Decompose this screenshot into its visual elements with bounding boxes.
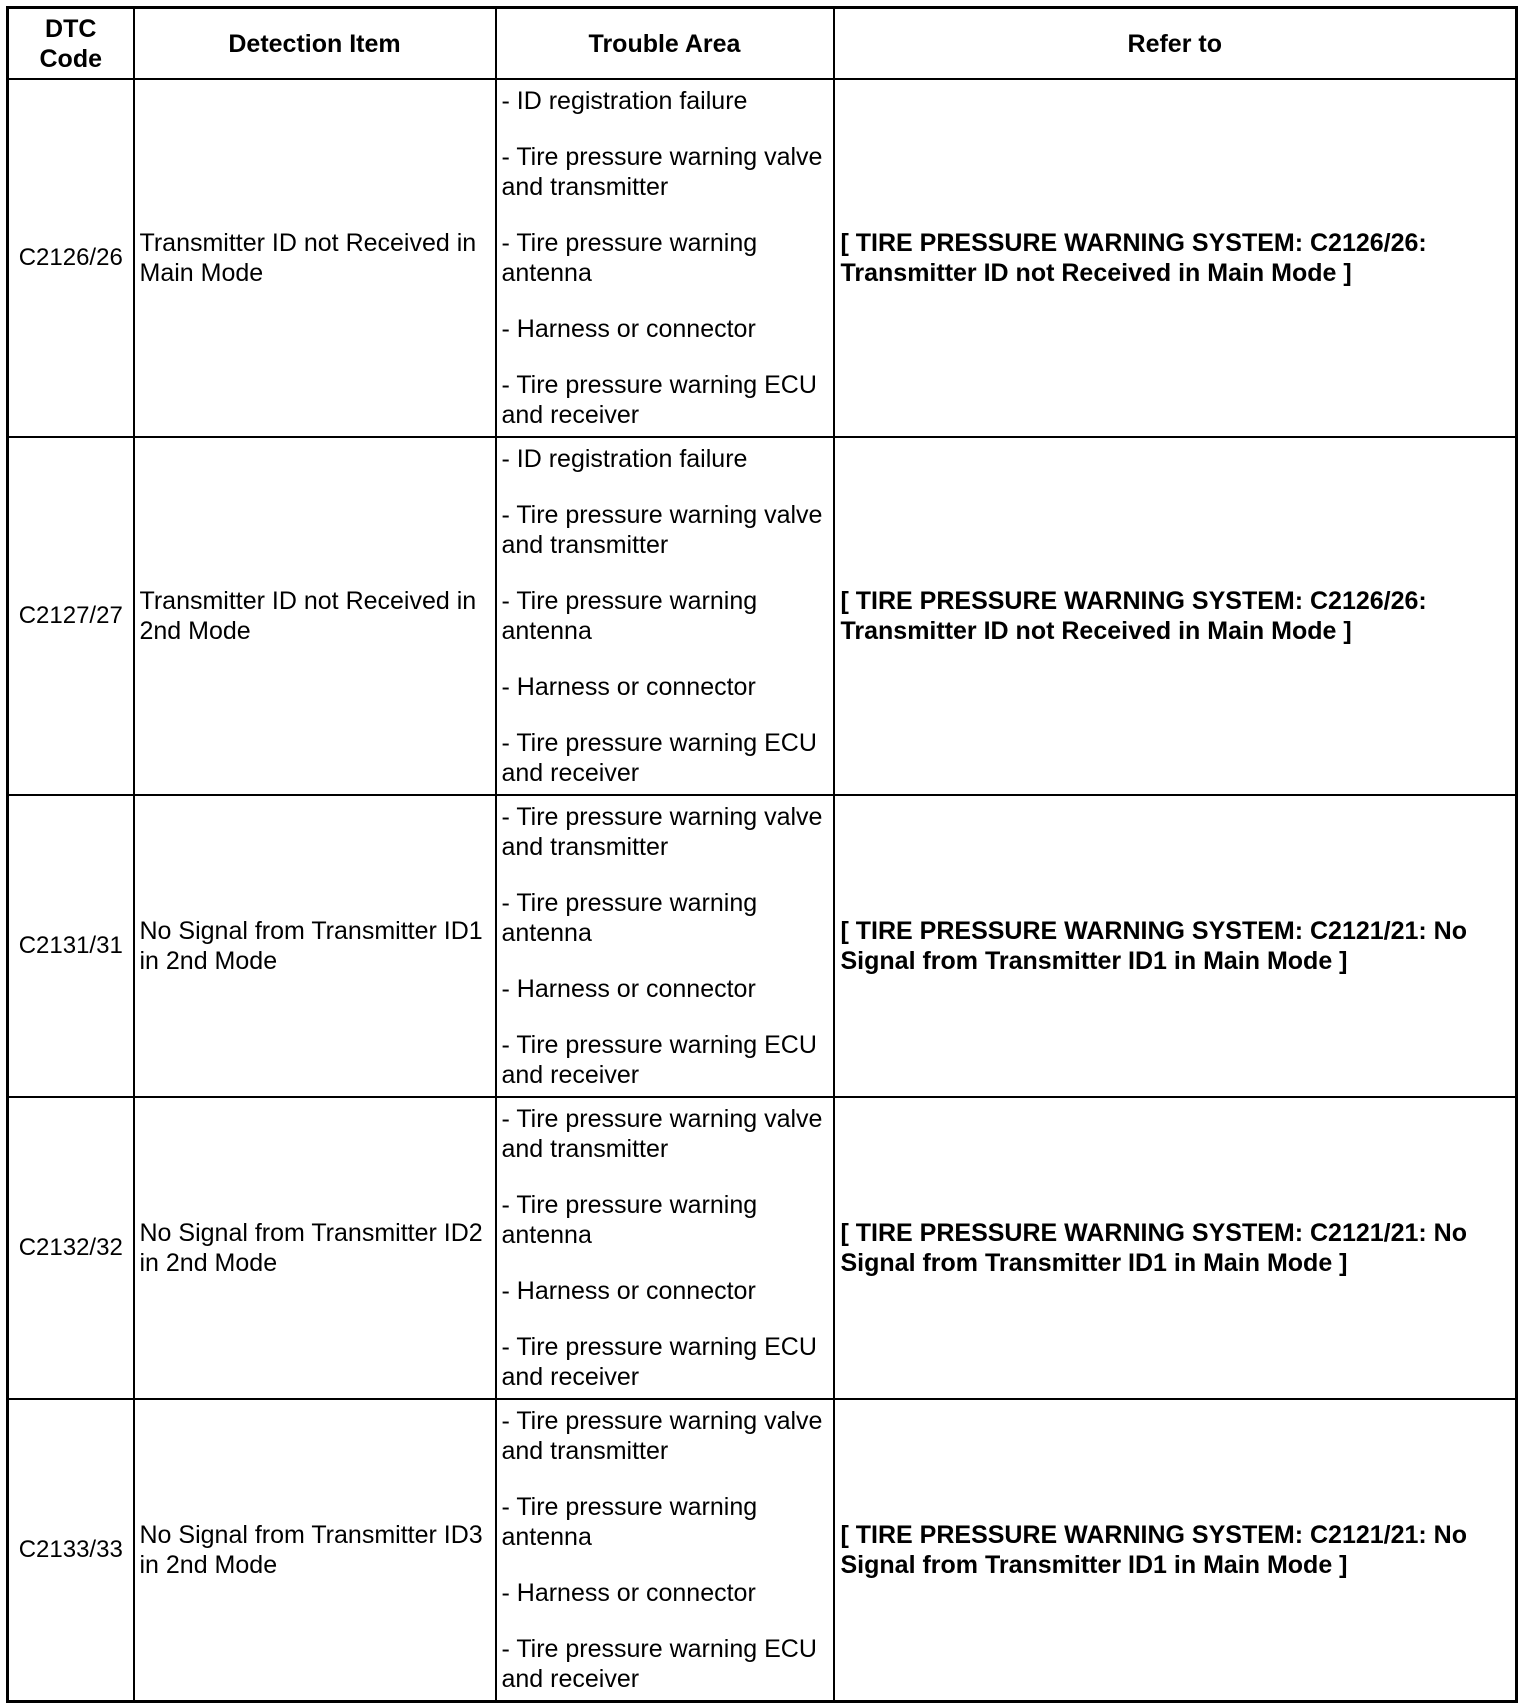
trouble-area-entry: - Tire pressure warning valve and transmitter [501, 803, 823, 861]
trouble-area-entry: - Tire pressure warning ECU and receiver [501, 1333, 817, 1391]
trouble-area-cell [496, 79, 834, 437]
trouble-area-entry: - Harness or connector [501, 1277, 756, 1305]
table-row [8, 437, 1517, 795]
trouble-area-entry: - Tire pressure warning antenna [501, 1191, 758, 1249]
trouble-area-entry: - Tire pressure warning antenna [501, 1493, 758, 1551]
detection-item-cell: Transmitter ID not Received in Main Mode [134, 79, 496, 437]
dtc-code-cell: C2127/27 [8, 437, 134, 795]
header-detection-item: Detection Item [134, 8, 496, 80]
dtc-code-cell: C2126/26 [8, 79, 134, 437]
trouble-area-entry: - Tire pressure warning antenna [501, 587, 758, 645]
trouble-area-entry: - Tire pressure warning ECU and receiver [501, 1031, 817, 1089]
table-row [8, 1399, 1517, 1702]
trouble-area-entry: - Tire pressure warning valve and transmitter [501, 1105, 823, 1163]
trouble-area-entry: - Tire pressure warning valve and transmitter [501, 501, 823, 559]
dtc-code-cell: C2133/33 [8, 1399, 134, 1702]
detection-item-cell: Transmitter ID not Received in 2nd Mode [134, 437, 496, 795]
table-row [8, 1097, 1517, 1399]
trouble-area-cell [496, 1399, 834, 1702]
trouble-area-entry: - ID registration failure [501, 445, 748, 473]
trouble-area-entry: - Harness or connector [501, 975, 756, 1003]
refer-to-link[interactable]: [ TIRE PRESSURE WARNING SYSTEM: C2121/21: No Signal from Transmitter ID1 in Main Mode ] [834, 1097, 1517, 1399]
trouble-area-entry: - Tire pressure warning antenna [501, 229, 758, 287]
detection-item-cell: No Signal from Transmitter ID3 in 2nd Mode [134, 1399, 496, 1702]
detection-item-cell: No Signal from Transmitter ID2 in 2nd Mode [134, 1097, 496, 1399]
trouble-area-cell [496, 437, 834, 795]
refer-to-link[interactable]: [ TIRE PRESSURE WARNING SYSTEM: C2126/26: Transmitter ID not Received in Main Mode ] [834, 437, 1517, 795]
trouble-area-entry: - ID registration failure [501, 87, 748, 115]
table-row [8, 79, 1517, 437]
refer-to-link[interactable]: [ TIRE PRESSURE WARNING SYSTEM: C2121/21: No Signal from Transmitter ID1 in Main Mode ] [834, 795, 1517, 1097]
dtc-table [6, 6, 1518, 1703]
trouble-area-entry: - Harness or connector [501, 673, 756, 701]
trouble-area-entry: - Tire pressure warning ECU and receiver [501, 1635, 817, 1693]
trouble-area-entry: - Tire pressure warning valve and transmitter [501, 1407, 823, 1465]
dtc-code-cell: C2132/32 [8, 1097, 134, 1399]
trouble-area-entry: - Tire pressure warning valve and transmitter [501, 143, 823, 201]
table-row [8, 795, 1517, 1097]
trouble-area-entry: - Tire pressure warning ECU and receiver [501, 729, 817, 787]
trouble-area-entry: - Harness or connector [501, 315, 756, 343]
detection-item-cell: No Signal from Transmitter ID1 in 2nd Mode [134, 795, 496, 1097]
refer-to-link[interactable]: [ TIRE PRESSURE WARNING SYSTEM: C2126/26: Transmitter ID not Received in Main Mode ] [834, 79, 1517, 437]
refer-to-link[interactable]: [ TIRE PRESSURE WARNING SYSTEM: C2121/21: No Signal from Transmitter ID1 in Main Mode ] [834, 1399, 1517, 1702]
header-row [8, 8, 1517, 80]
header-refer-to: Refer to [834, 8, 1517, 80]
trouble-area-entry: - Harness or connector [501, 1579, 756, 1607]
dtc-code-cell: C2131/31 [8, 795, 134, 1097]
header-trouble-area: Trouble Area [496, 8, 834, 80]
trouble-area-entry: - Tire pressure warning antenna [501, 889, 758, 947]
trouble-area-cell [496, 1097, 834, 1399]
trouble-area-entry: - Tire pressure warning ECU and receiver [501, 371, 817, 429]
trouble-area-cell [496, 795, 834, 1097]
header-dtc-code: DTC Code [8, 8, 134, 80]
